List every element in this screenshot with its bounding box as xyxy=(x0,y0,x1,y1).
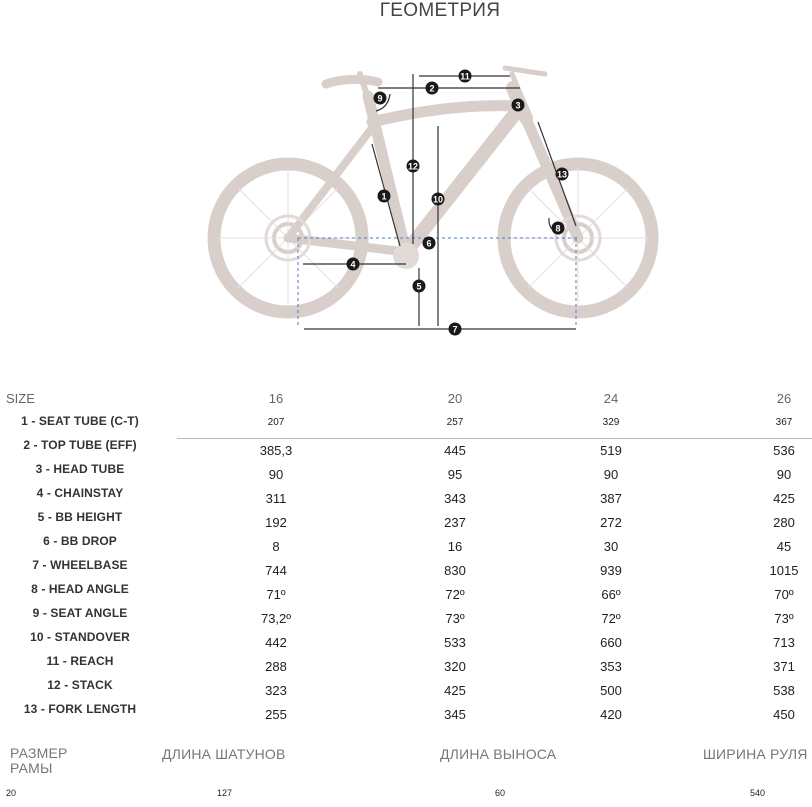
cell-head-angle-16: 71º xyxy=(266,587,286,602)
svg-text:12: 12 xyxy=(407,161,419,172)
cell-seat-angle-20: 73º xyxy=(445,611,465,626)
cell-standover-26: 713 xyxy=(773,635,795,650)
svg-text:7: 7 xyxy=(452,324,458,335)
stem-length-header: ДЛИНА ВЫНОСА xyxy=(440,746,557,762)
svg-text:9: 9 xyxy=(377,93,383,104)
size-20: 20 xyxy=(447,391,463,406)
marker-8 xyxy=(552,222,565,235)
cell-fork-length-16: 255 xyxy=(265,707,287,722)
frame-size-header: РАЗМЕР РАМЫ xyxy=(10,745,68,776)
marker-13 xyxy=(556,168,569,181)
svg-text:3: 3 xyxy=(515,100,521,111)
cell-head-tube-26: 90 xyxy=(776,467,792,482)
marker-10 xyxy=(432,193,445,206)
cell-fork-length-24: 420 xyxy=(600,707,622,722)
marker-2 xyxy=(426,82,439,95)
bike-geometry-diagram xyxy=(200,48,680,348)
cell-wheelbase-20: 830 xyxy=(444,563,466,578)
frame-size-value: 20 xyxy=(6,788,17,798)
cell-bb-drop-26: 45 xyxy=(776,539,792,554)
cell-stack-16: 323 xyxy=(265,683,287,698)
bar-width-value: 540 xyxy=(750,788,766,798)
cell-fork-length-26: 450 xyxy=(773,707,795,722)
cell-reach-26: 371 xyxy=(773,659,795,674)
cell-wheelbase-16: 744 xyxy=(265,563,287,578)
svg-text:6: 6 xyxy=(426,238,432,249)
cell-standover-16: 442 xyxy=(265,635,287,650)
row-label-fork-length: 13 - FORK LENGTH xyxy=(23,702,137,716)
cell-bb-drop-20: 16 xyxy=(447,539,463,554)
row-label-bb-height: 5 - BB HEIGHT xyxy=(37,510,123,524)
marker-3 xyxy=(512,99,525,112)
cell-chainstay-24: 387 xyxy=(600,491,622,506)
cell-bb-height-16: 192 xyxy=(265,515,287,530)
marker-4 xyxy=(347,258,360,271)
row-label-reach: 11 - REACH xyxy=(46,654,114,668)
svg-text:13: 13 xyxy=(556,169,568,180)
marker-6 xyxy=(423,237,436,250)
crank-length-value: 127 xyxy=(217,788,233,798)
size-label: SIZE xyxy=(6,391,35,406)
row-label-standover: 10 - STANDOVER xyxy=(30,630,130,644)
cell-head-angle-20: 72º xyxy=(445,587,465,602)
cell-top-tube-16: 385,3 xyxy=(259,443,293,458)
svg-text:5: 5 xyxy=(416,281,422,292)
marker-11 xyxy=(459,70,472,83)
cell-head-tube-20: 95 xyxy=(447,467,463,482)
cell-top-tube-24: 519 xyxy=(600,443,622,458)
row-label-chainstay: 4 - CHAINSTAY xyxy=(36,486,124,500)
svg-text:11: 11 xyxy=(460,71,470,82)
cell-chainstay-26: 425 xyxy=(773,491,795,506)
chainring xyxy=(393,243,419,269)
cell-head-angle-26: 70º xyxy=(774,587,794,602)
cell-reach-20: 320 xyxy=(444,659,466,674)
svg-text:4: 4 xyxy=(350,259,356,270)
row-label-wheelbase: 7 - WHEELBASE xyxy=(32,558,128,572)
bar-width-header: ШИРИНА РУЛЯ xyxy=(703,746,808,762)
cell-reach-24: 353 xyxy=(600,659,622,674)
cell-seat-tube-20: 257 xyxy=(446,417,464,428)
cell-head-tube-16: 90 xyxy=(268,467,284,482)
marker-7 xyxy=(449,323,462,336)
cell-standover-24: 660 xyxy=(600,635,622,650)
cell-seat-angle-24: 72º xyxy=(601,611,621,626)
row-divider xyxy=(177,438,812,439)
size-24: 24 xyxy=(603,391,619,406)
marker-12 xyxy=(407,160,420,173)
cell-seat-angle-26: 73º xyxy=(774,611,794,626)
row-label-stack: 12 - STACK xyxy=(47,678,113,692)
row-label-seat-tube: 1 - SEAT TUBE (C-T) xyxy=(21,414,139,428)
cell-seat-tube-26: 367 xyxy=(775,417,793,428)
size-26: 26 xyxy=(776,391,792,406)
cell-bb-height-20: 237 xyxy=(444,515,466,530)
cell-head-angle-24: 66º xyxy=(601,587,621,602)
marker-9 xyxy=(374,92,387,105)
cell-head-tube-24: 90 xyxy=(603,467,619,482)
svg-text:2: 2 xyxy=(429,83,435,94)
cell-wheelbase-26: 1015 xyxy=(769,563,799,578)
cell-stack-26: 538 xyxy=(773,683,795,698)
marker-1 xyxy=(378,190,391,203)
svg-text:8: 8 xyxy=(555,223,561,234)
cell-standover-20: 533 xyxy=(444,635,466,650)
cell-bb-height-24: 272 xyxy=(600,515,622,530)
cell-seat-tube-24: 329 xyxy=(602,417,620,428)
row-label-head-angle: 8 - HEAD ANGLE xyxy=(31,582,129,596)
cell-chainstay-16: 311 xyxy=(265,491,287,506)
cell-stack-20: 425 xyxy=(444,683,466,698)
cell-top-tube-26: 536 xyxy=(773,443,795,458)
svg-text:1: 1 xyxy=(381,191,387,202)
cell-seat-angle-16: 73,2º xyxy=(260,611,292,626)
cell-fork-length-20: 345 xyxy=(444,707,466,722)
cell-seat-tube-16: 207 xyxy=(267,417,285,428)
row-label-top-tube: 2 - TOP TUBE (EFF) xyxy=(23,438,137,452)
row-label-seat-angle: 9 - SEAT ANGLE xyxy=(32,606,128,620)
cell-top-tube-20: 445 xyxy=(444,443,466,458)
cell-bb-drop-16: 8 xyxy=(272,539,280,554)
cell-chainstay-20: 343 xyxy=(444,491,466,506)
stem-length-value: 60 xyxy=(495,788,506,798)
cell-bb-height-26: 280 xyxy=(773,515,795,530)
svg-text:10: 10 xyxy=(432,194,444,205)
cell-stack-24: 500 xyxy=(600,683,622,698)
saddle xyxy=(326,79,378,84)
row-label-bb-drop: 6 - BB DROP xyxy=(43,534,117,548)
cell-reach-16: 288 xyxy=(265,659,287,674)
cell-wheelbase-24: 939 xyxy=(600,563,622,578)
marker-5 xyxy=(413,280,426,293)
crank-length-header: ДЛИНА ШАТУНОВ xyxy=(162,746,286,762)
cell-bb-drop-24: 30 xyxy=(603,539,619,554)
bike-geometry-svg xyxy=(200,48,680,348)
size-16: 16 xyxy=(268,391,284,406)
row-label-head-tube: 3 - HEAD TUBE xyxy=(35,462,125,476)
page-title: ГЕОМЕТРИЯ xyxy=(379,0,501,21)
top-tube xyxy=(372,106,518,122)
